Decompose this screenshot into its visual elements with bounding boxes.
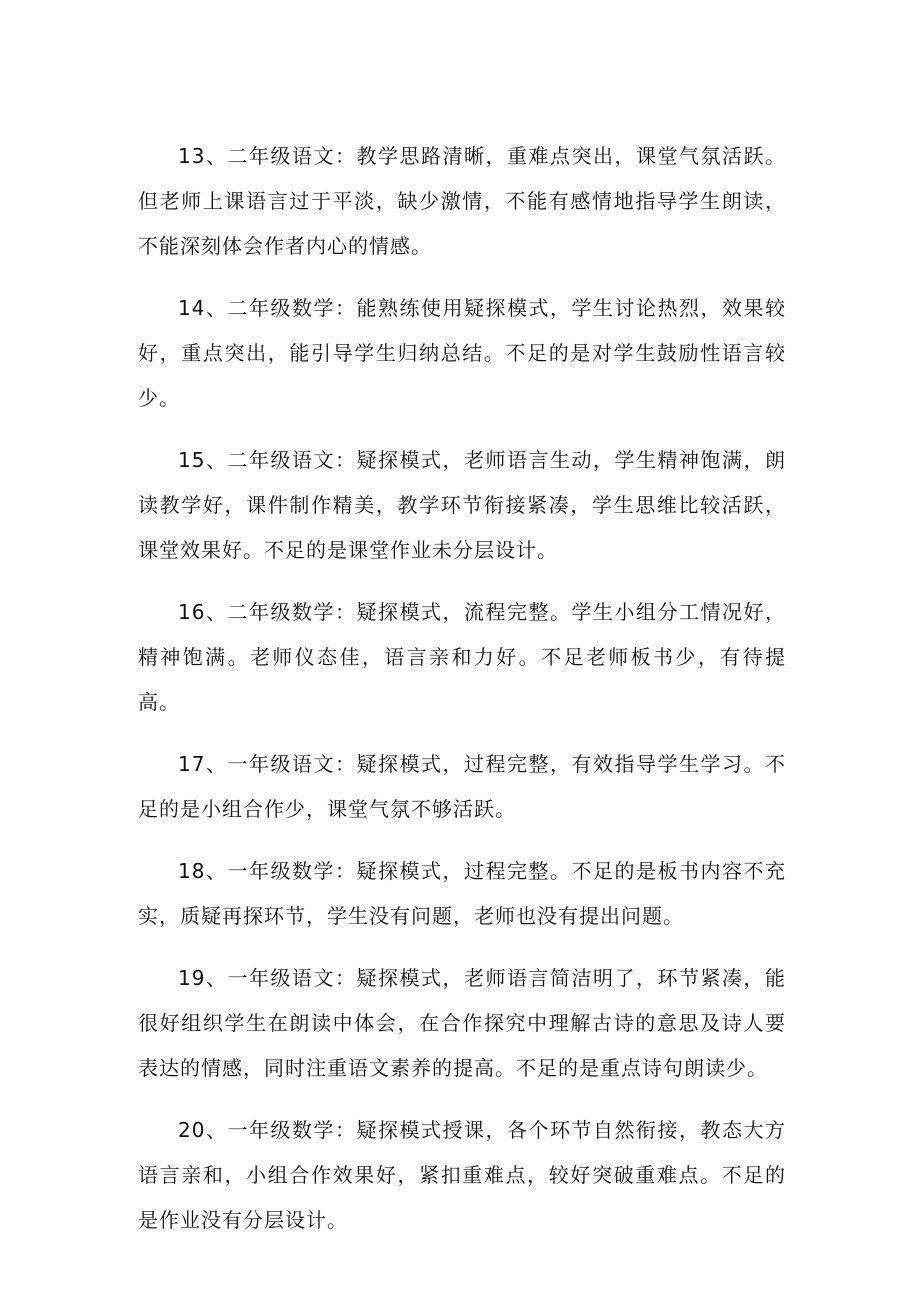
paragraph-17: 17、一年级语文：疑探模式，过程完整，有效指导学生学习。不足的是小组合作少，课堂气氛不够活跃。 [138, 752, 786, 821]
paragraph-19: 19、一年级语文：疑探模式，老师语言简洁明了，环节紧凑，能很好组织学生在朗读中体会，在合作探究中理解古诗的意思及诗人要表达的情感，同时注重语文素养的提高。不足的是重点诗句朗读少。 [138, 966, 786, 1080]
paragraph-16: 16、二年级数学：疑探模式，流程完整。学生小组分工情况好，精神饱满。老师仪态佳，语言亲和力好。不足老师板书少，有待提高。 [138, 600, 786, 714]
paragraph-13: 13、二年级语文：教学思路清晰，重难点突出，课堂气氛活跃。但老师上课语言过于平淡，缺少激情，不能有感情地指导学生朗读，不能深刻体会作者内心的情感。 [138, 144, 786, 258]
paragraph-15: 15、二年级语文：疑探模式，老师语言生动，学生精神饱满，朗读教学好，课件制作精美，教学环节衔接紧凑，学生思维比较活跃，课堂效果好。不足的是课堂作业未分层设计。 [138, 448, 786, 562]
paragraph-18: 18、一年级数学：疑探模式，过程完整。不足的是板书内容不充实，质疑再探环节，学生没有问题，老师也没有提出问题。 [138, 859, 786, 928]
paragraph-20: 20、一年级数学：疑探模式授课，各个环节自然衔接，教态大方语言亲和，小组合作效果好，紧扣重难点，较好突破重难点。不足的是作业没有分层设计。 [138, 1118, 786, 1232]
document-body [138, 134, 786, 1243]
paragraph-14: 14、二年级数学：能熟练使用疑探模式，学生讨论热烈，效果较好，重点突出，能引导学生归纳总结。不足的是对学生鼓励性语言较少。 [138, 296, 786, 410]
